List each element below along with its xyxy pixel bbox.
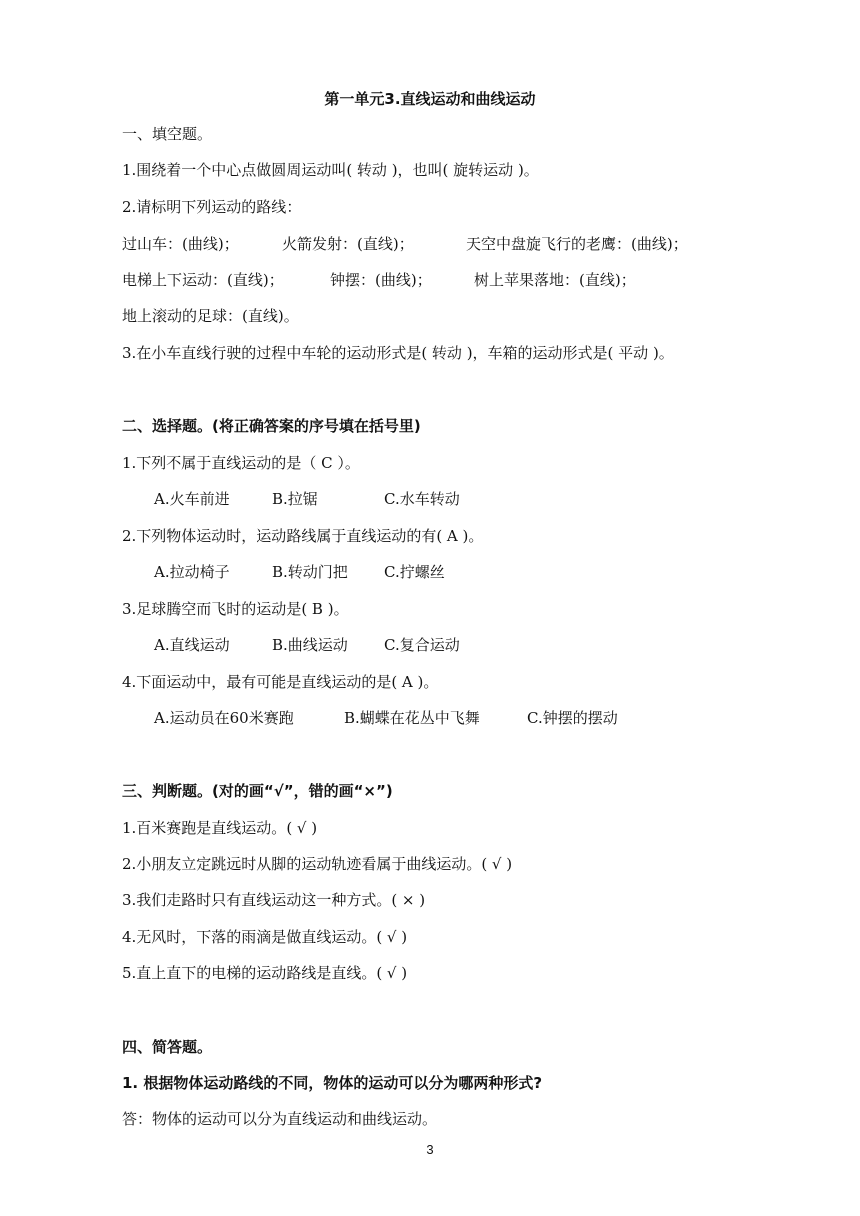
section2-q2: 2.下列物体运动时，运动路线属于直线运动的有( A )。 <box>122 527 484 545</box>
section1-row3: 地上滚动的足球：(直线)。 <box>122 307 299 325</box>
section2-q4-option-b: B.蝴蝶在花丛中飞舞 <box>344 709 480 727</box>
section1-row1-item2: 火箭发射：(直线)； <box>282 235 414 253</box>
page-title: 第一单元3.直线运动和曲线运动 <box>324 90 536 108</box>
section3-q3: 3.我们走路时只有直线运动这一种方式。( × ) <box>122 891 426 909</box>
section2-q2-option-b: B.转动门把 <box>272 563 348 581</box>
section4-heading: 四、简答题。 <box>122 1038 213 1056</box>
section2-q2-option-a: A.拉动椅子 <box>154 563 230 581</box>
section1-q1: 1.围绕着一个中心点做圆周运动叫( 转动 )，也叫( 旋转运动 )。 <box>122 161 539 179</box>
section1-row2-item2: 钟摆：(曲线)； <box>330 271 432 289</box>
section2-q3-option-b: B.曲线运动 <box>272 636 348 654</box>
section2-heading: 二、选择题。(将正确答案的序号填在括号里) <box>122 417 421 435</box>
section2-q4-option-a: A.运动员在60米赛跑 <box>154 709 294 727</box>
section3-q2: 2.小朋友立定跳远时从脚的运动轨迹看属于曲线运动。( √ ) <box>122 855 513 873</box>
section2-q3-option-c: C.复合运动 <box>384 636 460 654</box>
section2-q2-option-c: C.拧螺丝 <box>384 563 445 581</box>
section2-q4: 4.下面运动中，最有可能是直线运动的是( A )。 <box>122 673 439 691</box>
page-number: 3 <box>426 1142 434 1157</box>
section1-row2-item3: 树上苹果落地：(直线)； <box>474 271 636 289</box>
section1-row1-item1: 过山车：(曲线)； <box>122 235 239 253</box>
section2-q1-option-a: A.火车前进 <box>154 490 230 508</box>
section3-q1: 1.百米赛跑是直线运动。( √ ) <box>122 819 318 837</box>
section1-row1-item3: 天空中盘旋飞行的老鹰：(曲线)； <box>466 235 688 253</box>
section2-q1-option-c: C.水车转动 <box>384 490 460 508</box>
section1-q2: 2.请标明下列运动的路线： <box>122 198 302 216</box>
section2-q3: 3.足球腾空而飞时的运动是( B )。 <box>122 600 349 618</box>
section4-answer1: 答：物体的运动可以分为直线运动和曲线运动。 <box>122 1110 438 1128</box>
section1-row2-item1: 电梯上下运动：(直线)； <box>122 271 284 289</box>
section4-q1: 1. 根据物体运动路线的不同，物体的运动可以分为哪两种形式? <box>122 1074 543 1092</box>
section2-q4-option-c: C.钟摆的摆动 <box>527 709 618 727</box>
section2-q1: 1.下列不属于直线运动的是（ C ）。 <box>122 454 360 472</box>
section3-q5: 5.直上直下的电梯的运动路线是直线。( √ ) <box>122 964 408 982</box>
section3-q4: 4.无风时，下落的雨滴是做直线运动。( √ ) <box>122 928 408 946</box>
section1-heading: 一、填空题。 <box>122 125 213 143</box>
section3-heading: 三、判断题。(对的画“√”，错的画“×”) <box>122 782 393 800</box>
section1-q3: 3.在小车直线行驶的过程中车轮的运动形式是( 转动 )，车箱的运动形式是( 平动 )。 <box>122 344 674 362</box>
section2-q3-option-a: A.直线运动 <box>154 636 230 654</box>
section2-q1-option-b: B.拉锯 <box>272 490 318 508</box>
